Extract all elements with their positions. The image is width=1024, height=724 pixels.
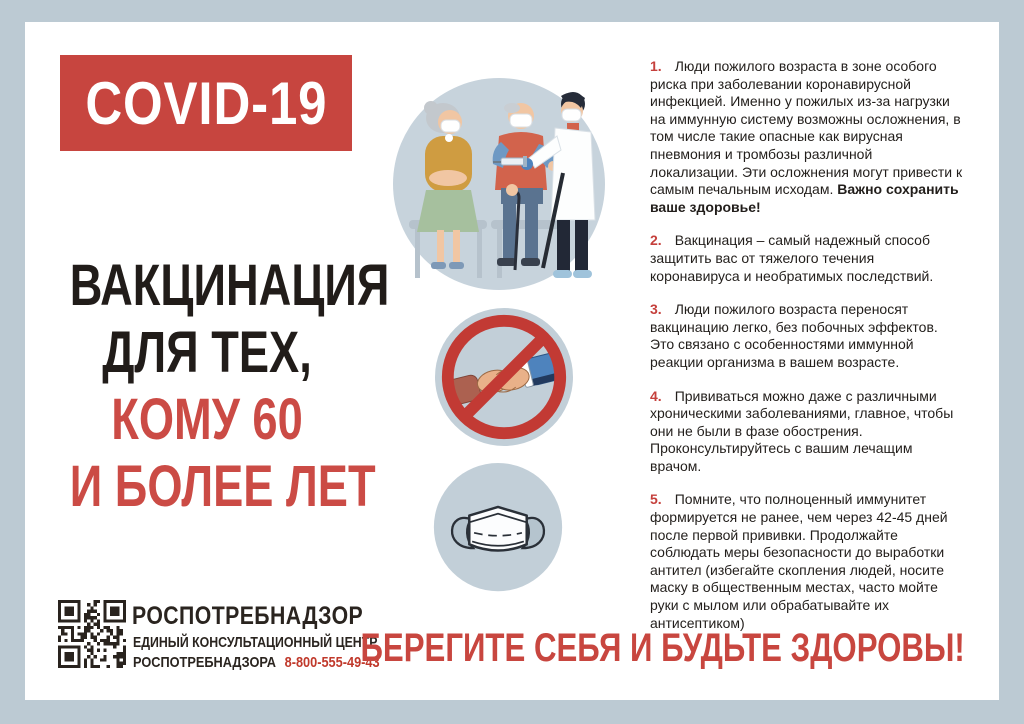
qr-code-icon <box>58 600 126 668</box>
list-item-text: Вакцинация – самый надежный способ защитить вас от тяжелого течения коронавируса и необратимых последствий. <box>650 232 934 284</box>
list-item-text: Помните, что полноценный иммунитет формируется не ранее, чем через 42-45 дней после первой прививки. Продолжайте соблюдать меры безопасности до выработки антител (избегайте скопления людей, носите маску в общественным местах, часто мойте руки с мылом или обрабатывайте их антисептиком) <box>650 491 948 631</box>
list-item-number: 2. <box>650 232 662 249</box>
list-item <box>650 301 964 371</box>
poster-title <box>69 252 390 520</box>
list-item-number: 1. <box>650 58 662 74</box>
poster-page <box>25 22 999 700</box>
face-mask-icon <box>431 462 565 596</box>
contact-center-line2-text: РОСПОТРЕБНАДЗОРА <box>133 654 276 671</box>
info-list <box>650 58 964 648</box>
contact-center-line1: ЕДИНЫЙ КОНСУЛЬТАЦИОННЫЙ ЦЕНТР <box>133 635 378 651</box>
list-item <box>650 58 964 216</box>
covid19-badge <box>60 55 352 151</box>
slogan: БЕРЕГИТЕ СЕБЯ И БУДЬТЕ ЗДОРОВЫ! <box>360 626 965 670</box>
list-item <box>650 232 964 285</box>
list-item-text: Люди пожилого возраста в зоне особого риска при заболевании коронавирусной инфекцией. Именно у пожилых из-за нагрузки на иммунную систему возможны осложнения, в том числе такие опасные как вирусная пневмония и тромбозы различной локализации. Эти осложнения могут привести к самым печальным исходам. <box>650 58 963 198</box>
title-line-4: И БОЛЕЕ ЛЕТ <box>69 454 376 519</box>
title-line-2: ДЛЯ ТЕХ, <box>102 320 312 385</box>
hotline-phone-number: 8-800-555-49-43 <box>284 654 380 671</box>
list-item <box>650 491 964 632</box>
list-item-number: 4. <box>650 387 662 404</box>
list-item-number: 5. <box>650 491 662 508</box>
title-line-3: КОМУ 60 <box>111 387 303 452</box>
list-item-text: Прививаться можно даже с различными хроническими заболеваниями, главное, чтобы они не были в фазе обострения. Проконсультируйтесь с вашим лечащим врачом. <box>650 387 954 474</box>
list-item-number: 3. <box>650 301 662 318</box>
list-item-bold-text: Важно сохранить ваше здоровье! <box>650 181 959 215</box>
org-name: РОСПОТРЕБНАДЗОР <box>132 602 364 630</box>
list-item-text: Люди пожилого возраста переносят вакцинацию легко, без побочных эффектов. Это связано с особенностями иммунной реакции организма в вашем возрасте. <box>650 301 938 370</box>
list-item <box>650 388 964 476</box>
covid19-badge-label: COVID-19 <box>84 69 328 137</box>
title-line-1: ВАКЦИНАЦИЯ <box>69 253 390 318</box>
vaccination-scene-icon <box>393 78 605 290</box>
contact-center-line2 <box>133 654 380 671</box>
no-handshake-icon <box>435 308 573 446</box>
